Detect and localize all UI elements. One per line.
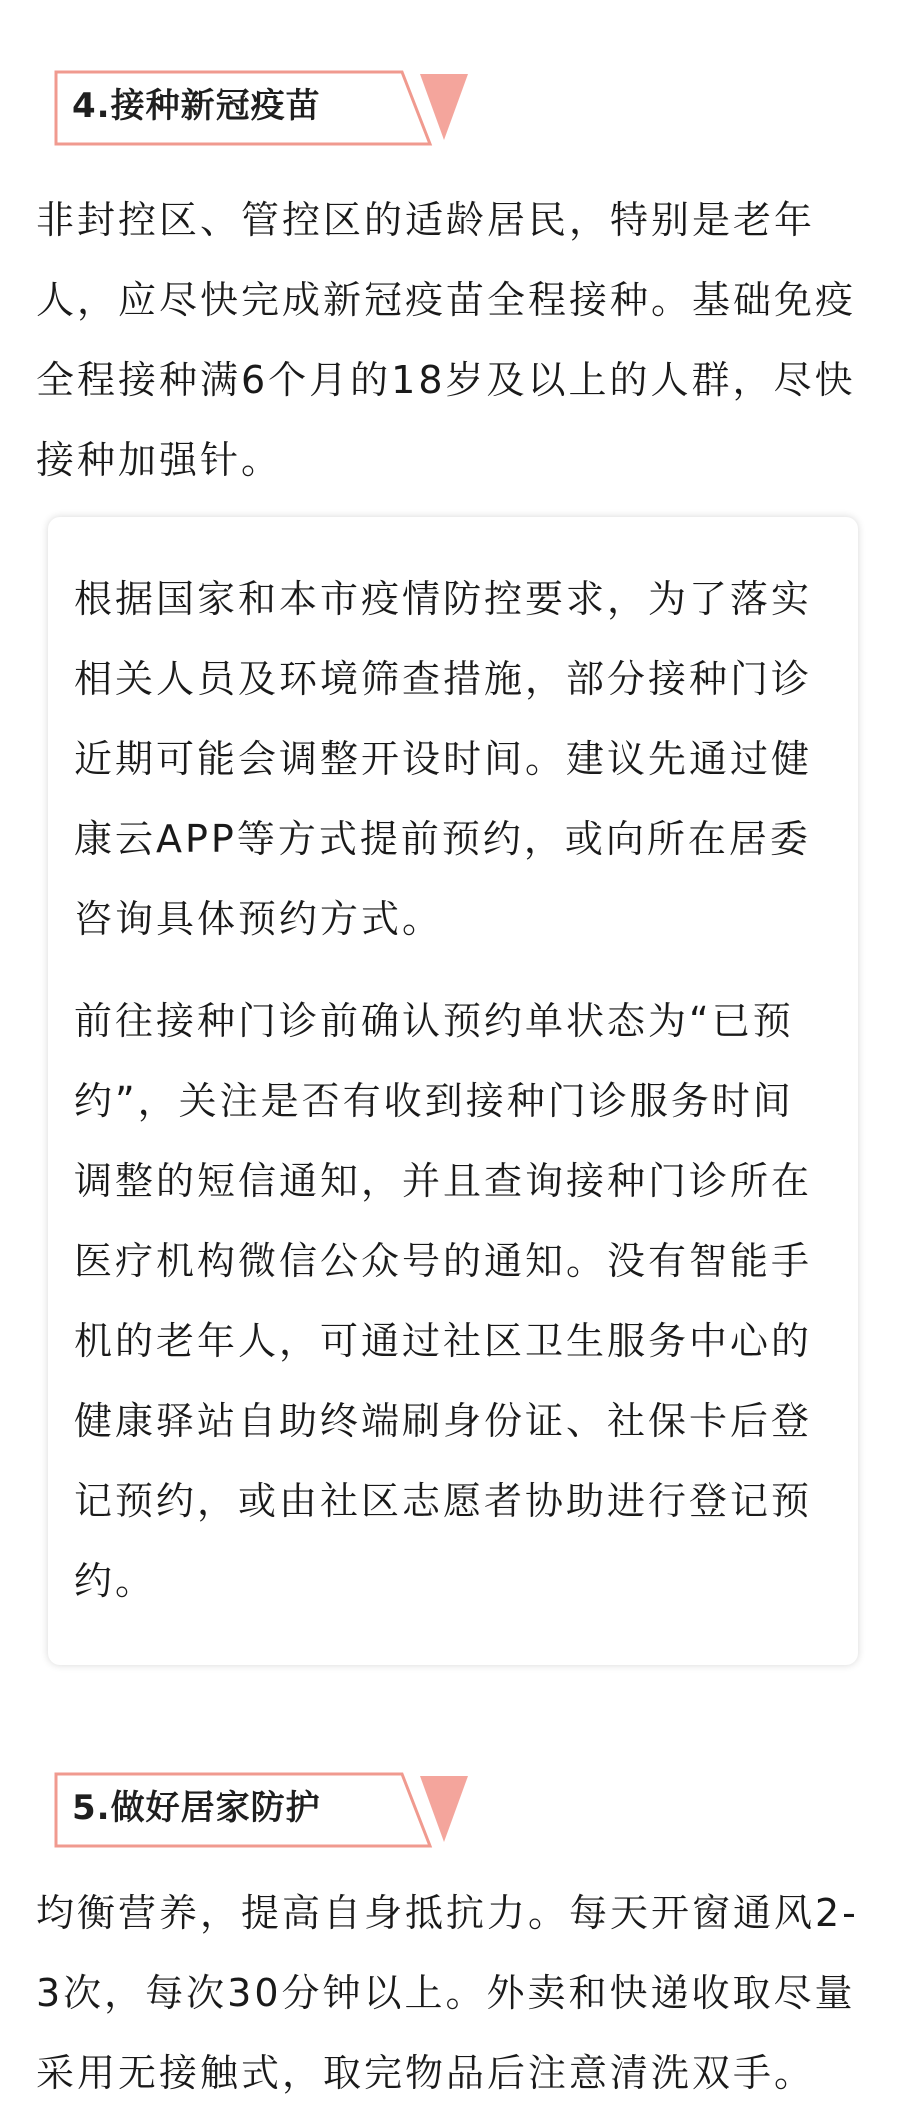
section-4-header <box>52 68 472 148</box>
info-box-paragraph-2: 前往接种门诊前确认预约单状态为“已预约”，关注是否有收到接种门诊服务时间调整的短信通知，并且查询接种门诊所在医疗机构微信公众号的通知。没有智能手机的老年人，可通过社区卫生服务中心的健康驿站自助终端刷身份证、社保卡后登记预约，或由社区志愿者协助进行登记预约。 <box>74 999 813 1603</box>
section-5-title: 5.做好居家防护 <box>72 1788 321 1828</box>
section-5-header <box>52 1770 472 1850</box>
section-4-paragraph: 非封控区、管控区的适龄居民，特别是老年人，应尽快完成新冠疫苗全程接种。基础免疫全程接种满6个月的18岁及以上的人群，尽快接种加强针。 <box>36 198 857 482</box>
triangle-marker-icon <box>420 1776 468 1842</box>
triangle-marker-icon <box>420 74 468 140</box>
vaccination-info-box <box>48 517 858 1665</box>
info-box-paragraph-1: 根据国家和本市疫情防控要求，为了落实相关人员及环境筛查措施，部分接种门诊近期可能会调整开设时间。建议先通过健康云APP等方式提前预约，或向所在居委咨询具体预约方式。 <box>74 577 813 941</box>
section-4-title: 4.接种新冠疫苗 <box>72 86 321 126</box>
section-5-paragraph: 均衡营养，提高自身抵抗力。每天开窗通风2-3次，每次30分钟以上。外卖和快递收取尽量采用无接触式，取完物品后注意清洗双手。 <box>36 1891 859 2095</box>
